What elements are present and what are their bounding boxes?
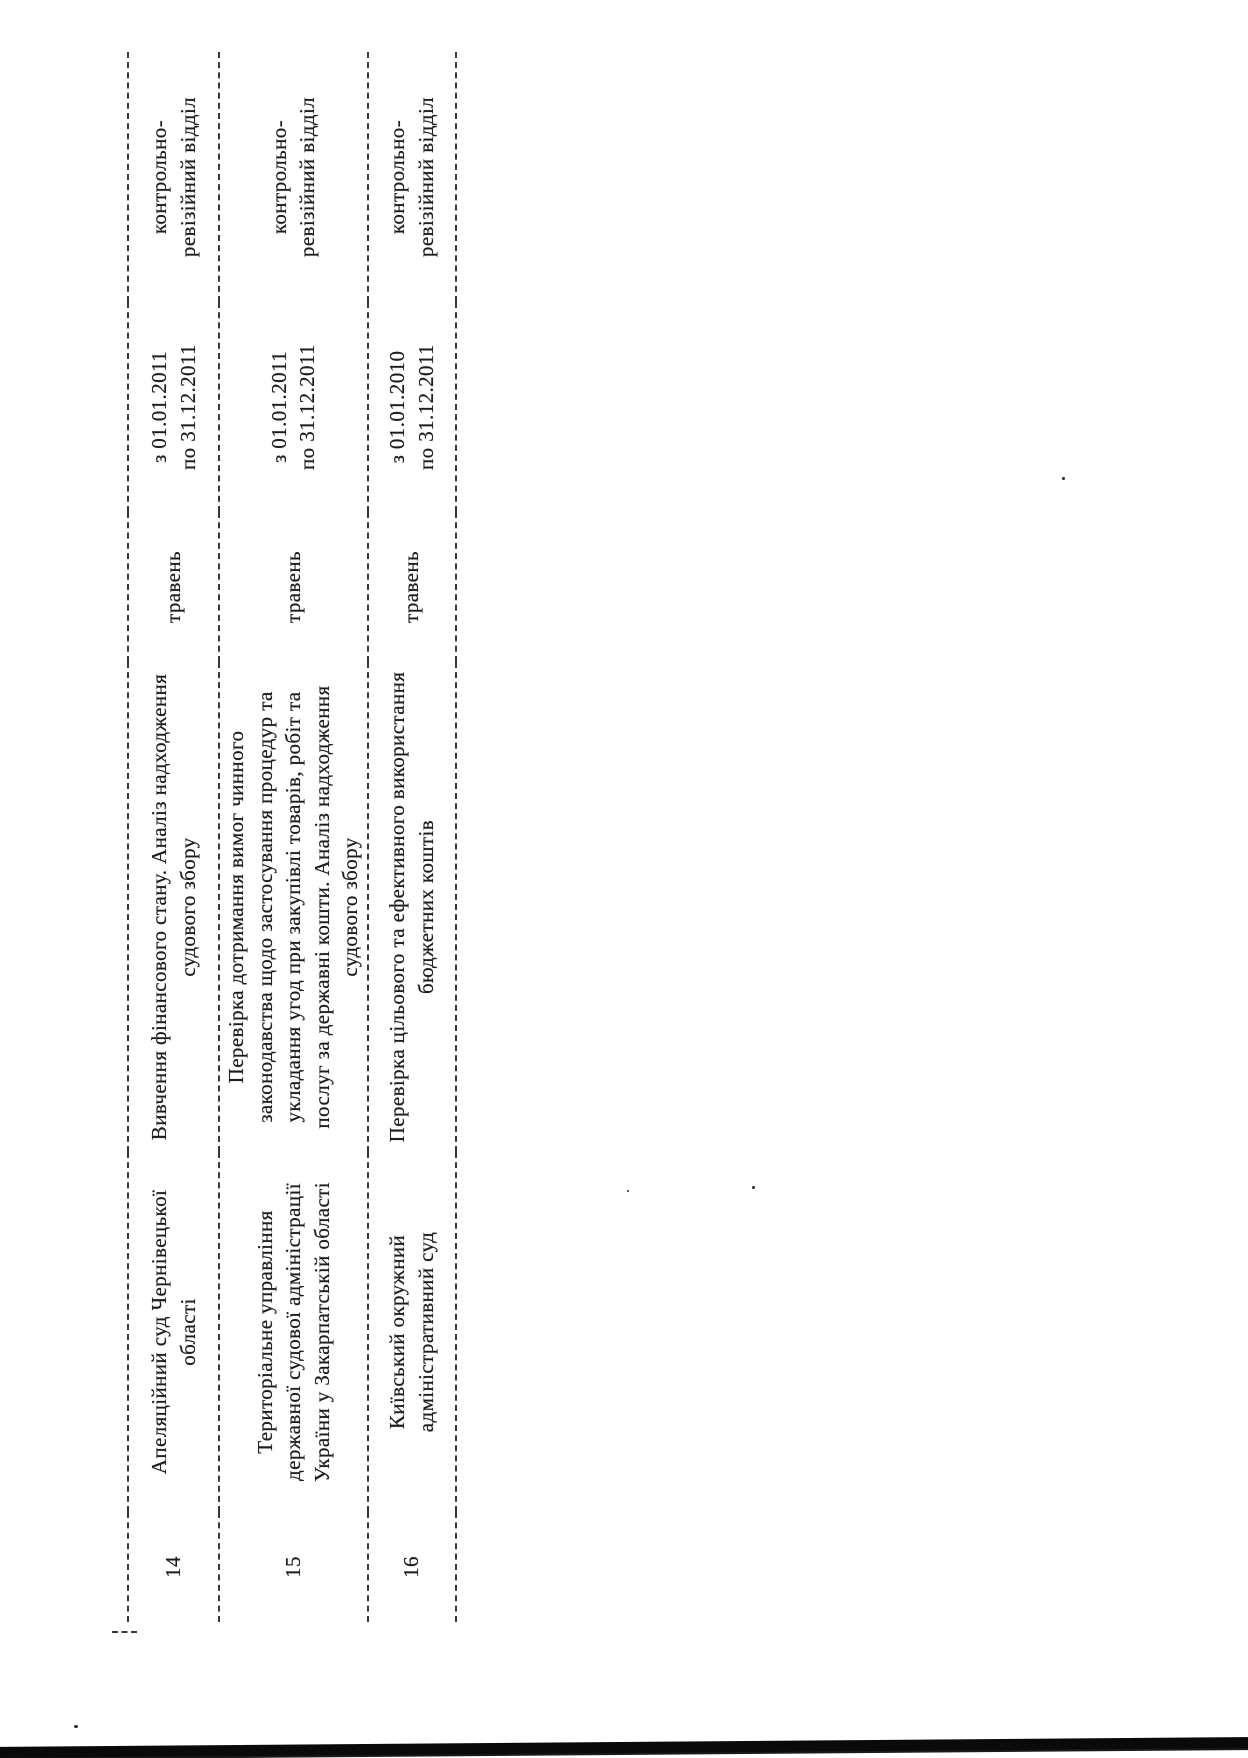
month-cell bbox=[368, 512, 456, 662]
scan-speck bbox=[74, 1725, 78, 1728]
period-from: з 01.01.2011 bbox=[266, 350, 291, 464]
department-cell bbox=[219, 52, 368, 302]
row-number: 16 bbox=[399, 1556, 424, 1578]
period-to: по 31.12.2011 bbox=[295, 344, 320, 470]
audit-plan-table bbox=[127, 52, 457, 1622]
period-to: по 31.12.2011 bbox=[413, 344, 438, 470]
period-cell bbox=[368, 302, 456, 512]
organization: Київський окружний адміністративний суд bbox=[385, 1231, 438, 1433]
rotated-table-stage bbox=[92, 52, 460, 1662]
department-line2: ревізійний відділ bbox=[175, 96, 200, 258]
topic-text: Перевірка цільового та ефективного використання бюджетних коштів bbox=[385, 671, 438, 1143]
department-cell bbox=[368, 52, 456, 302]
month-cell bbox=[219, 512, 368, 662]
department-line1: контрольно- bbox=[385, 119, 410, 235]
topic-cell bbox=[219, 662, 368, 1152]
department-line1: контрольно- bbox=[266, 119, 291, 235]
scan-speck bbox=[752, 1186, 755, 1189]
topic-cell bbox=[368, 662, 456, 1152]
topic-text: Вивчення фінансового стану. Аналіз надходження судового збору bbox=[146, 673, 200, 1141]
table-row bbox=[368, 52, 456, 1622]
organization: Територіальне управління державної судової адміністрації України у Закарпатській області bbox=[252, 1182, 334, 1482]
table-row bbox=[128, 52, 219, 1622]
scan-speck bbox=[1062, 477, 1065, 480]
department-line2: ревізійний відділ bbox=[413, 96, 438, 258]
row-number-cell bbox=[128, 1512, 219, 1622]
period-to: по 31.12.2011 bbox=[175, 344, 200, 470]
table-border-fragment bbox=[112, 1631, 137, 1633]
row-number-cell bbox=[368, 1512, 456, 1622]
period-cell bbox=[128, 302, 219, 512]
organization: Апеляційний суд Чернівецької області bbox=[146, 1189, 200, 1475]
department-line1: контрольно- bbox=[146, 119, 171, 235]
organization-cell bbox=[368, 1152, 456, 1512]
period-cell bbox=[219, 302, 368, 512]
organization-cell bbox=[219, 1152, 368, 1512]
department-cell bbox=[128, 52, 219, 302]
row-number-cell bbox=[219, 1512, 368, 1622]
topic-cell bbox=[128, 662, 219, 1152]
table-row bbox=[219, 52, 368, 1622]
month-cell bbox=[128, 512, 219, 662]
scan-speck bbox=[627, 1190, 629, 1192]
row-number: 15 bbox=[281, 1556, 306, 1578]
month-text: травень bbox=[161, 551, 186, 623]
month-text: травень bbox=[399, 551, 424, 623]
department-line2: ревізійний відділ bbox=[295, 96, 320, 258]
month-text: травень bbox=[281, 551, 306, 623]
period-from: з 01.01.2010 bbox=[385, 350, 410, 464]
organization-cell bbox=[128, 1152, 219, 1512]
topic-text: Перевірка дотримання вимог чинного законодавства щодо застосування процедур та укладання угод при закупівлі товарів, робіт та послуг за державні кошти. Аналіз надходження судового збору bbox=[224, 685, 363, 1129]
period-from: з 01.01.2011 bbox=[146, 350, 171, 464]
row-number: 14 bbox=[161, 1556, 186, 1578]
